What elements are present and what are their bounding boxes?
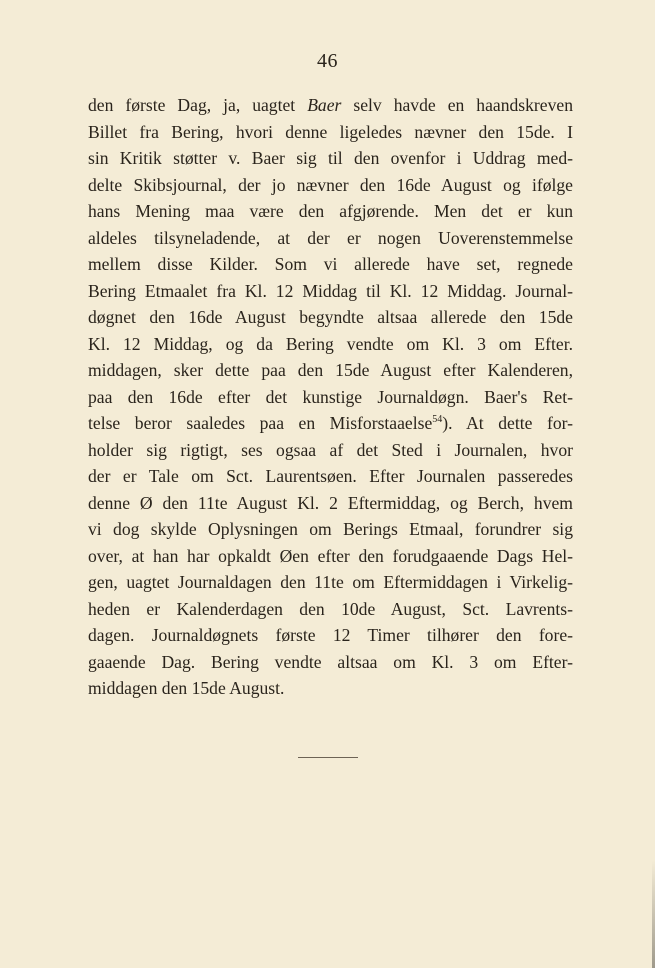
text-line-12: paa den 16de efter det kunstige Journaldøgn. Baer's Ret-: [88, 386, 573, 407]
text-line-11: middagen, sker dette paa den 15de August efter Kalenderen,: [88, 360, 573, 380]
body-text: [88, 92, 573, 702]
section-divider: [298, 757, 358, 758]
text-line-20: heden er Kalenderdagen den 10de August, Sct. Lavrents-: [88, 598, 573, 619]
text-line-1: den første Dag, ja, uagtet Baer selv havde en haandskreven: [88, 95, 574, 115]
text-line-23: middagen den 15de August.: [88, 678, 285, 698]
footnote-ref: 54: [432, 414, 443, 426]
text-line-19: gen, uagtet Journaldagen den 11te om Eftermiddagen i Virkelig-: [88, 572, 573, 592]
text-line-7: mellem disse Kilder. Som vi allerede have set, regnede: [88, 254, 573, 274]
text-line-17: vi dog skylde Oplysningen om Berings Etmaal, forundrer sig: [88, 519, 573, 539]
text-line-21: dagen. Journaldøgnets første 12 Timer tilhører den fore-: [88, 625, 573, 645]
text-line-13: telse beror saaledes paa en Misforstaaelse$^{54}$). At dette for-: [88, 413, 573, 433]
page-number: 46: [317, 50, 338, 72]
italic-name: Baer: [307, 95, 342, 115]
text-line-3: sin Kritik støtter v. Baer sig til den ovenfor i Uddrag med-: [88, 148, 573, 168]
text-line-6: aldeles tilsyneladende, at der er nogen Uoverenstemmelse: [88, 227, 573, 248]
text-line-10: Kl. 12 Middag, og da Bering vendte om Kl. 3 om Efter.: [88, 333, 573, 354]
text-line-2: Billet fra Bering, hvori denne ligeledes nævner den 15de. I: [88, 121, 573, 142]
text-line-14: holder sig rigtigt, ses ogsaa af det Sted i Journalen, hvor: [88, 439, 573, 460]
text-line-18: over, at han har opkaldt Øen efter den forudgaaende Dags Hel-: [88, 545, 573, 566]
text-line-22: gaaende Dag. Bering vendte altsaa om Kl. 3 om Efter-: [88, 651, 573, 672]
text-line-5: hans Mening maa være den afgjørende. Men det er kun: [88, 201, 573, 221]
text-line-4: delte Skibsjournal, der jo nævner den 16de August og ifølge: [88, 174, 573, 195]
text-line-15: der er Tale om Sct. Laurentsøen. Efter Journalen passeredes: [88, 466, 573, 486]
text-line-16: denne Ø den 11te August Kl. 2 Eftermiddag, og Berch, hvem: [88, 492, 573, 513]
text-line-9: døgnet den 16de August begyndte altsaa allerede den 15de: [88, 307, 573, 327]
text-line-8: Bering Etmaalet fra Kl. 12 Middag til Kl. 12 Middag. Journal-: [88, 280, 573, 301]
